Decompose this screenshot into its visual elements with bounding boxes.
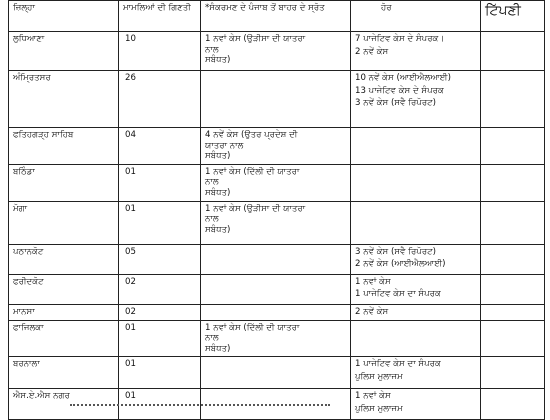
district-cell: ਬਠਿੰਡਾ	[9, 164, 119, 201]
other-line: 1 ਪਾਜੇਟਿਵ ਕੇਸ ਦਾ ਸੰਪਰਕ	[355, 359, 441, 370]
other-cell	[351, 71, 481, 128]
header-remarks: ਟਿੱਪਣੀ	[481, 1, 545, 32]
district-cell: ਪਠਾਨਕੋਟ	[9, 244, 119, 274]
remarks-cell	[481, 320, 545, 357]
case-count-cell: 01	[119, 320, 201, 357]
other-line: 3 ਨਵੇਂ ਕੇਸ (ਸਵੈ ਰਿਪੋਰਟ)	[355, 246, 437, 257]
district-cases-table	[8, 0, 545, 420]
case-count-cell: 01	[119, 164, 201, 201]
other-line: ਪੁਲਿਸ ਮੁਲਾਜਮ	[355, 371, 403, 382]
table-body	[9, 32, 545, 420]
travel-source-cell	[201, 32, 351, 71]
other-cell	[351, 32, 481, 71]
other-line: 2 ਨਵੇਂ ਕੇਸ	[355, 46, 389, 57]
travel-source-line: ਸਬੰਧਤ)	[205, 187, 231, 198]
other-cell	[351, 274, 481, 304]
travel-source-line: 1 ਨਵਾਂ ਕੇਸ (ਦਿੱਲੀ ਦੀ ਯਾਤਰਾ	[205, 166, 300, 177]
remarks-cell	[481, 128, 545, 165]
table-header-row	[9, 1, 545, 32]
table-row	[9, 357, 545, 389]
travel-source-line: ਸਬੰਧਤ)	[205, 55, 231, 66]
travel-source-cell	[201, 274, 351, 304]
case-count-cell: 01	[119, 389, 201, 419]
table-row	[9, 164, 545, 201]
travel-source-line: ਸਬੰਧਤ)	[205, 151, 231, 162]
header-other: ਹੋਰ	[351, 1, 481, 32]
travel-source-line: 1 ਨਵਾਂ ਕੇਸ (ਉੜੀਸਾ ਦੀ ਯਾਤਰਾ	[205, 34, 306, 44]
travel-source-line: ਸਬੰਧਤ)	[205, 224, 231, 235]
table-row	[9, 32, 545, 71]
other-line: 2 ਨਵੇਂ ਕੇਸ (ਆਈਐਲਆਈ)	[355, 259, 446, 270]
other-line: 1 ਨਵਾਂ ਕੇਸ	[355, 276, 391, 287]
table-row	[9, 304, 545, 320]
table-row	[9, 320, 545, 357]
remarks-cell	[481, 164, 545, 201]
district-cell: ਲੁਧਿਆਣਾ	[9, 32, 119, 71]
travel-source-line: 1 ਨਵਾਂ ਕੇਸ (ਉੜੀਸਾ ਦੀ ਯਾਤਰਾ	[205, 203, 306, 214]
remarks-cell	[481, 304, 545, 320]
table-row	[9, 244, 545, 274]
other-line: 10 ਨਵੇਂ ਕੇਸ (ਆਈਐਲਆਈ)	[355, 73, 451, 83]
travel-source-line: ਨਾਲ	[205, 333, 219, 344]
travel-source-line: 1 ਨਵਾਂ ਕੇਸ (ਦਿੱਲੀ ਦੀ ਯਾਤਰਾ	[205, 322, 300, 333]
travel-source-line: ਨਾਲ	[205, 214, 219, 225]
case-count-cell: 05	[119, 244, 201, 274]
remarks-cell	[481, 357, 545, 389]
travel-source-cell	[201, 201, 351, 244]
table-row	[9, 71, 545, 128]
remarks-cell	[481, 389, 545, 419]
other-line: 7 ਪਾਜੇਟਿਵ ਕੇਸ ਦੇ ਸੰਪਰਕ।	[355, 34, 445, 44]
case-count-cell: 10	[119, 32, 201, 71]
travel-source-cell	[201, 304, 351, 320]
remarks-cell	[481, 71, 545, 128]
remarks-cell	[481, 274, 545, 304]
travel-source-line: 4 ਨਵੇਂ ਕੇਸ (ਉਤਰ ਪ੍ਰਦੇਸ਼ ਦੀ	[205, 130, 298, 140]
case-count-cell: 01	[119, 201, 201, 244]
travel-source-line: ਨਾਲ	[205, 177, 219, 188]
district-cell: ਫਰੀਦਕੋਟ	[9, 274, 119, 304]
other-line: 3 ਨਵੇਂ ਕੇਸ (ਸਵੈ ਰਿਪੋਰਟ)	[355, 98, 437, 109]
page-cutoff-line	[70, 404, 330, 409]
travel-source-cell	[201, 164, 351, 201]
travel-source-cell	[201, 320, 351, 357]
travel-source-cell	[201, 71, 351, 128]
district-cell: ਮੋਗਾ	[9, 201, 119, 244]
other-line: ਪੁਲਿਸ ਮੁਲਾਜਮ	[355, 403, 403, 414]
table-row	[9, 128, 545, 165]
travel-source-cell	[201, 244, 351, 274]
header-travel-source: *ਸੰਕਰਮਣ ਦੇ ਪੰਜਾਬ ਤੋਂ ਬਾਹਰ ਦੇ ਸ੍ਰੋਤ	[201, 1, 351, 32]
other-cell	[351, 357, 481, 389]
case-count-cell: 04	[119, 128, 201, 165]
travel-source-cell	[201, 128, 351, 165]
other-cell	[351, 164, 481, 201]
table-row	[9, 201, 545, 244]
remarks-cell	[481, 201, 545, 244]
district-cell: ਐਸ.ਏ.ਐਸ ਨਗਰ	[9, 389, 119, 419]
district-cell: ਫਾਜਿਲਕਾ	[9, 320, 119, 357]
other-cell	[351, 201, 481, 244]
header-case-count: ਮਾਮਲਿਆਂ ਦੀ ਗਿਣਤੀ	[119, 1, 201, 32]
case-count-cell: 02	[119, 304, 201, 320]
case-count-cell: 02	[119, 274, 201, 304]
travel-source-line: ਸਬੰਧਤ)	[205, 343, 231, 354]
district-cell: ਫਤਿਹਗੜ੍ਹ ਸਾਹਿਬ	[9, 128, 119, 165]
other-cell	[351, 244, 481, 274]
other-cell	[351, 389, 481, 419]
other-line: 13 ਪਾਜੇਟਿਵ ਕੇਸ ਦੇ ਸੰਪਰਕ	[355, 85, 444, 96]
other-line: 2 ਨਵੇਂ ਕੇਸ	[355, 306, 389, 317]
travel-source-line: ਯਾਤਰਾ ਨਾਲ	[205, 140, 244, 151]
travel-source-cell	[201, 357, 351, 389]
travel-source-line: ਨਾਲ	[205, 44, 219, 55]
remarks-cell	[481, 32, 545, 71]
case-count-cell: 01	[119, 357, 201, 389]
other-line: 1 ਨਵਾਂ ਕੇਸ	[355, 391, 391, 402]
case-count-cell: 26	[119, 71, 201, 128]
other-cell	[351, 320, 481, 357]
district-cell: ਮਾਨਸਾ	[9, 304, 119, 320]
other-cell	[351, 304, 481, 320]
remarks-cell	[481, 244, 545, 274]
header-district: ਜ਼ਿਲ੍ਹਾ	[9, 1, 119, 32]
district-cell: ਅੰਮ੍ਰਿਤਸਰ	[9, 71, 119, 128]
district-cell: ਬਰਨਾਲਾ	[9, 357, 119, 389]
other-cell	[351, 128, 481, 165]
table-row	[9, 274, 545, 304]
other-line: 1 ਪਾਜੇਟਿਵ ਕੇਸ ਦਾ ਸੰਪਰਕ	[355, 289, 441, 300]
